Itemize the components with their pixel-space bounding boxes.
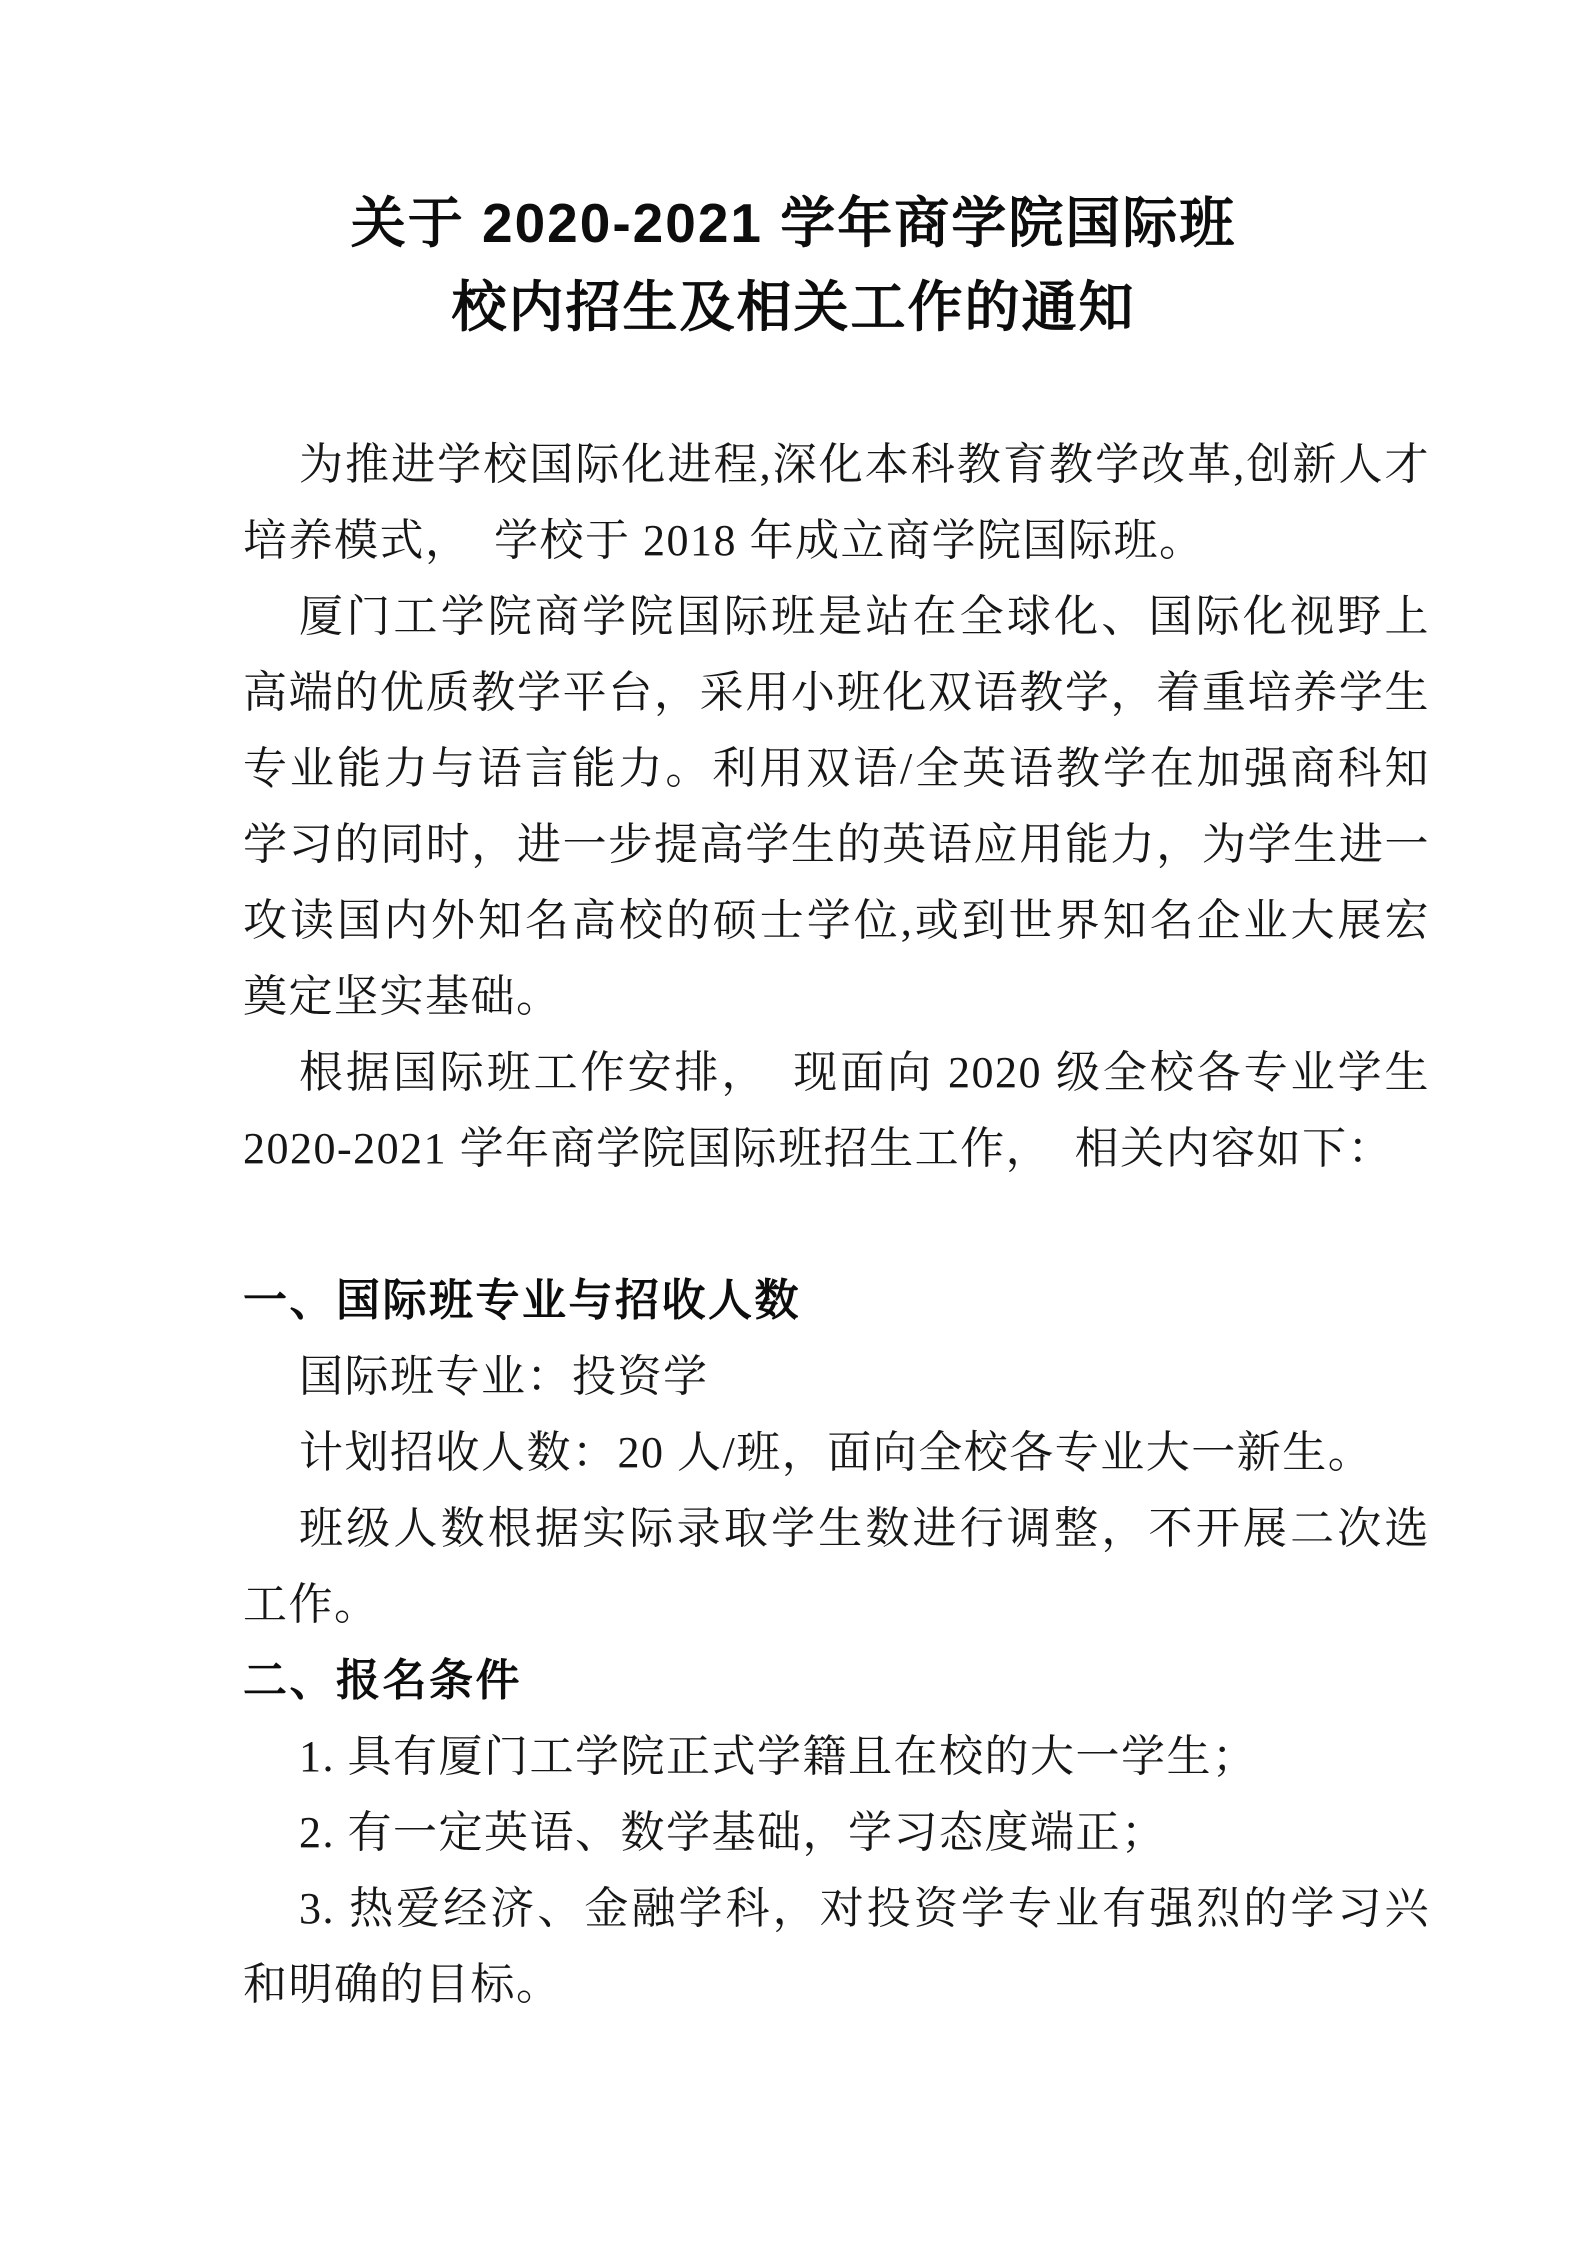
title-line-2: 校内招生及相关工作的通知 bbox=[451, 276, 1136, 338]
paragraph-2-line-2: 高端的优质教学平台，采用小班化双语教学，着重培养学生 bbox=[243, 668, 1430, 717]
paragraph-3-line-2: 2020-2021 学年商学院国际班招生工作， 相关内容如下： bbox=[243, 1124, 1394, 1173]
section-1-heading: 一、国际班专业与招收人数 bbox=[243, 1276, 801, 1325]
paragraph-2-line-6: 奠定坚实基础。 bbox=[243, 972, 562, 1021]
condition-item-3-line-1: 3. 热爱经济、金融学科，对投资学专业有强烈的学习兴 bbox=[299, 1884, 1430, 1933]
condition-item-3-line-2: 和明确的目标。 bbox=[243, 1960, 562, 2009]
document-body bbox=[243, 427, 1430, 2023]
blank-line bbox=[243, 1187, 1430, 1263]
section-1-note-line-1: 班级人数根据实际录取学生数进行调整，不开展二次选 bbox=[299, 1504, 1430, 1553]
condition-item-2: 2. 有一定英语、数学基础，学习态度端正； bbox=[299, 1808, 1167, 1857]
paragraph-3-line-1: 根据国际班工作安排， 现面向 2020 级全校各专业学生 bbox=[299, 1048, 1430, 1097]
paragraph-1-line-1: 为推进学校国际化进程,深化本科教育教学改革,创新人才 bbox=[299, 440, 1430, 489]
section-1-quota-line: 计划招收人数：20 人/班，面向全校各专业大一新生。 bbox=[299, 1428, 1374, 1477]
paragraph-1-line-2: 培养模式， 学校于 2018 年成立商学院国际班。 bbox=[243, 516, 1205, 565]
paragraph-2-line-3: 专业能力与语言能力。利用双语/全英语教学在加强商科知 bbox=[243, 744, 1430, 793]
paragraph-2-line-5: 攻读国内外知名高校的硕士学位,或到世界知名企业大展宏 bbox=[243, 896, 1430, 945]
title-line-1: 关于 2020-2021 学年商学院国际班 bbox=[350, 192, 1237, 254]
document-title bbox=[0, 0, 1587, 349]
section-1-note-line-2: 工作。 bbox=[243, 1580, 380, 1629]
paragraph-2-line-1: 厦门工学院商学院国际班是站在全球化、国际化视野上 bbox=[299, 592, 1430, 641]
condition-item-1: 1. 具有厦门工学院正式学籍且在校的大一学生； bbox=[299, 1732, 1258, 1781]
paragraph-2-line-4: 学习的同时，进一步提高学生的英语应用能力，为学生进一 bbox=[243, 820, 1430, 869]
section-1-major-line: 国际班专业：投资学 bbox=[299, 1352, 709, 1401]
section-2-heading: 二、报名条件 bbox=[243, 1656, 522, 1705]
